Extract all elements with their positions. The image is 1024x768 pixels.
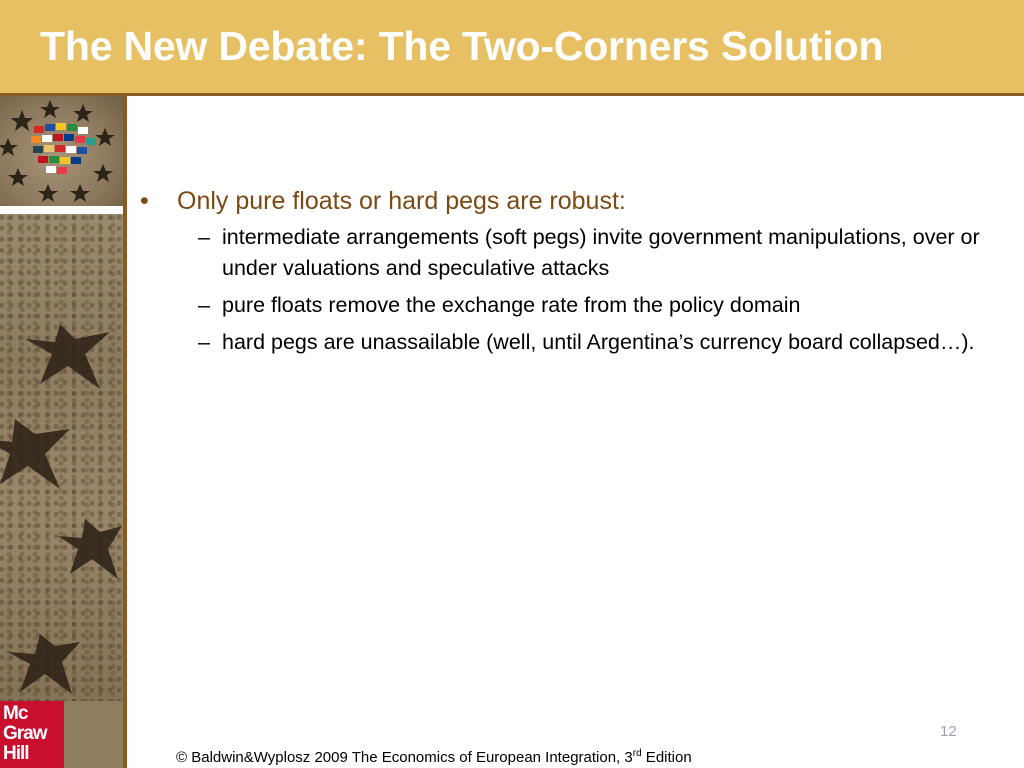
footer-suffix: Edition	[641, 749, 692, 766]
logo-line-2: Graw	[3, 723, 47, 744]
starfish-sand-image	[0, 214, 123, 701]
slide-body	[140, 184, 1000, 364]
starfish-shadows-graphic	[0, 214, 123, 701]
sub-bullet-text: intermediate arrangements (soft pegs) invite government manipulations, over or under valuations and speculative attacks	[222, 225, 980, 280]
logo-line-3: Hill	[3, 743, 29, 764]
left-strip-divider	[123, 96, 127, 768]
footer-prefix: © Baldwin&Wyplosz 2009 The Economics of European Integration, 3	[176, 749, 633, 766]
flags-star-circle-graphic	[0, 96, 123, 206]
sub-bullet	[140, 327, 1000, 358]
footer-copyright	[176, 748, 692, 766]
sub-bullet-text: pure floats remove the exchange rate from the policy domain	[222, 293, 801, 317]
dash-mark: –	[198, 293, 210, 317]
logo-line-1: Mc	[3, 703, 28, 724]
main-bullet-text: Only pure floats or hard pegs are robust:	[177, 187, 626, 215]
footer-superscript: rd	[632, 748, 642, 759]
sand-corner	[64, 701, 123, 768]
dash-mark: –	[198, 225, 210, 249]
sub-bullet	[140, 222, 1000, 284]
dash-mark: –	[198, 330, 210, 354]
mcgraw-hill-logo	[0, 701, 64, 768]
bullet-mark: •	[140, 187, 149, 215]
main-bullet	[140, 184, 1000, 218]
slide-title: The New Debate: The Two-Corners Solution	[40, 23, 884, 69]
eu-flags-image	[0, 96, 123, 206]
title-band	[0, 0, 1024, 93]
header-rule	[0, 93, 1024, 96]
sub-bullet-text: hard pegs are unassailable (well, until Argentina’s currency board collapsed…).	[222, 330, 975, 354]
strip-gap	[0, 206, 123, 214]
page-number: 12	[940, 723, 957, 740]
sub-bullet	[140, 290, 1000, 321]
